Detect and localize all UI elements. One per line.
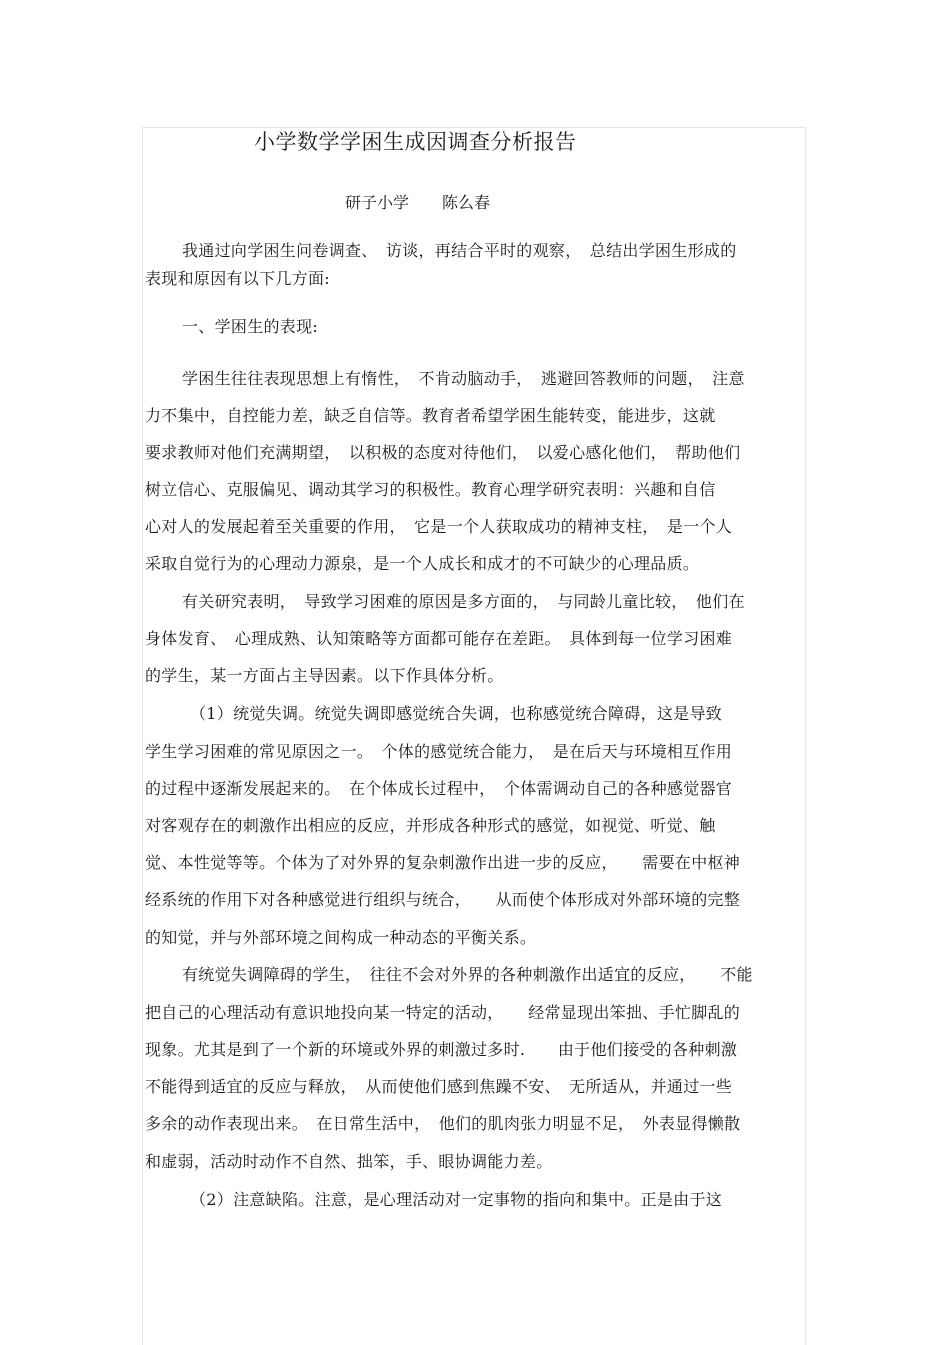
body-line: 心对人的发展起着至关重要的作用， 它是一个人获取成功的精神支柱， 是一个人 (145, 517, 733, 536)
body-line: 现象。尤其是到了一个新的环境或外界的刺激过多时. 由于他们接受的各种刺激 (145, 1040, 738, 1059)
body-line: 我通过向学困生问卷调查、 访谈，再结合平时的观察， 总结出学困生形成的 (182, 241, 737, 260)
body-line: 和虚弱，活动时动作不自然、拙笨，手、眼协调能力差。 (145, 1152, 553, 1171)
body-line: 学困生往往表现思想上有惰性， 不肯动脑动手， 逃避回答教师的问题， 注意 (182, 369, 745, 388)
body-line: 采取自觉行为的心理动力源泉，是一个人成长和成才的不可缺少的心理品质。 (145, 554, 700, 573)
body-line: 的学生，某一方面占主导因素。以下作具体分析。 (145, 666, 504, 685)
body-line: 要求教师对他们充满期望， 以积极的态度对待他们， 以爱心感化他们， 帮助他们 (145, 443, 741, 462)
body-line: 表现和原因有以下几方面: (145, 269, 330, 288)
body-line: 把自己的心理活动有意识地投向某一特定的活动， 经常显现出笨拙、手忙脚乱的 (145, 1003, 741, 1022)
body-line: 学生学习困难的常见原因之一。 个体的感觉统合能力， 是在后天与环境相互作用 (145, 742, 733, 761)
body-line: 树立信心、克服偏见、调动其学习的积极性。教育心理学研究表明：兴趣和自信 (145, 480, 716, 499)
body-line: 有统觉失调障碍的学生， 往往不会对外界的各种刺激作出适宜的反应， 不能 (182, 965, 753, 984)
body-line: 多余的动作表现出来。 在日常生活中， 他们的肌肉张力明显不足， 外表显得懒散 (145, 1114, 741, 1133)
body-line: （2）注意缺陷。注意，是心理活动对一定事物的指向和集中。正是由于这 (190, 1190, 723, 1209)
body-line: 觉、本性觉等等。个体为了对外界的复杂刺激作出进一步的反应， 需要在中枢神 (145, 853, 741, 872)
body-line: 有关研究表明， 导致学习困难的原因是多方面的， 与同龄儿童比较， 他们在 (182, 592, 745, 611)
document-title: 小学数学学困生成因调查分析报告 (254, 130, 577, 154)
section-heading: 一、学困生的表现: (182, 317, 319, 336)
body-line: 力不集中，自控能力差，缺乏自信等。教育者希望学困生能转变，能进步，这就 (145, 406, 716, 425)
author-school: 研子小学 (345, 193, 410, 212)
body-line: 不能得到适宜的反应与释放， 从而使他们感到焦躁不安、 无所适从，并通过一些 (145, 1077, 733, 1096)
body-line: （1）统觉失调。统觉失调即感觉统合失调，也称感觉统合障碍，这是导致 (190, 704, 723, 723)
body-line: 经系统的作用下对各种感觉进行组织与统合， 从而使个体形成对外部环境的完整 (145, 890, 741, 909)
body-line: 对客观存在的刺激作出相应的反应，并形成各种形式的感觉，如视觉、听觉、触 (145, 816, 716, 835)
author-name: 陈么春 (442, 193, 491, 212)
body-line: 的知觉，并与外部环境之间构成一种动态的平衡关系。 (145, 928, 537, 947)
body-line: 的过程中逐渐发展起来的。 在个体成长过程中， 个体需调动自己的各种感觉器官 (145, 779, 733, 798)
body-line: 身体发育、 心理成熟、认知策略等方面都可能存在差距。 具体到每一位学习困难 (145, 629, 733, 648)
